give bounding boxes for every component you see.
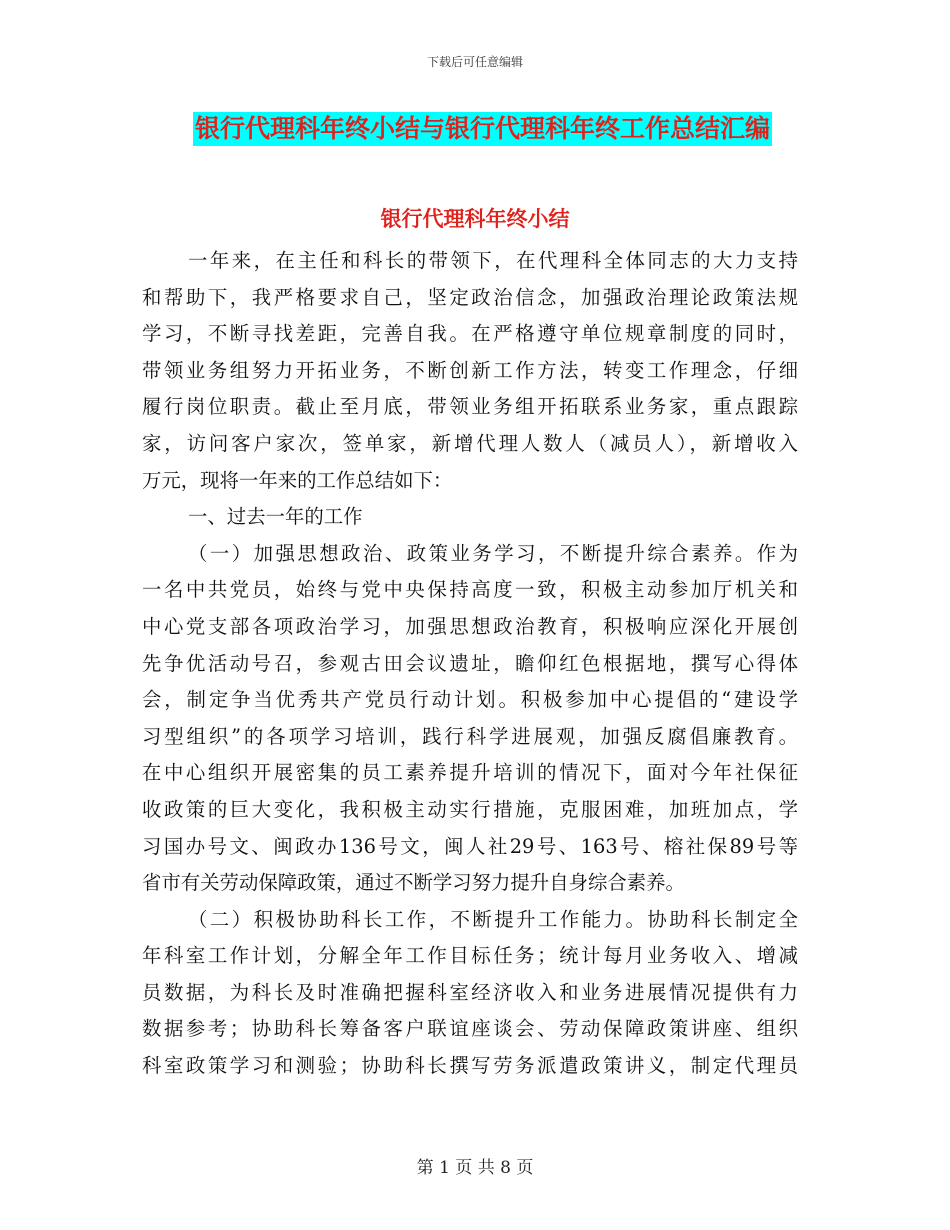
text-line: 一年来，在主任和科长的带领下，在代理科全体同志的大力支持 [188,249,798,272]
text-line: 年科室工作计划，分解全年工作目标任务；统计每月业务收入、增减 [142,944,798,968]
text-line: 收政策的巨大变化，我积极主动实行措施，克服困难，加班加点，学 [142,797,798,821]
text-line: 中心党支部各项政治学习，加强思想政治教育，积极响应深化开展创 [142,614,798,638]
text-line: （一）加强思想政治、政策业务学习，不断提升综合素养。作为 [188,541,798,565]
text-line: 带领业务组努力开拓业务，不断创新工作方法，转变工作理念，仔细 [142,358,798,382]
text-line: 科室政策学习和测验；协助科长撰写劳务派遣政策讲义，制定代理员 [142,1054,798,1078]
text-line: 一名中共党员，始终与党中央保持高度一致，积极主动参加厅机关和 [142,578,798,602]
text-line: 和帮助下，我严格要求自己，坚定政治信念，加强政治理论政策法规 [142,285,798,309]
body-text [142,243,798,1085]
page-footer: 第 1 页 共 8 页 [416,1158,534,1178]
text-line: 履行岗位职责。截止至月底，带领业务组开拓联系业务家，重点跟踪 [142,395,798,419]
text-line: 万元，现将一年来的工作总结如下： [142,468,453,492]
section-title: 银行代理科年终小结 [380,207,570,231]
text-line: 省市有关劳动保障政策，通过不断学习努力提升自身综合素养。 [142,871,685,895]
text-line: 数据参考；协助科长筹备客户联谊座谈会、劳动保障政策讲座、组织 [142,1017,798,1041]
text-line: 在中心组织开展密集的员工素养提升培训的情况下，面对今年社保征 [142,761,798,785]
text-line: （二）积极协助科长工作，不断提升工作能力。协助科长制定全 [188,907,798,931]
text-line: 习型组织”的各项学习培训，践行科学进展观，加强反腐倡廉教育。 [142,724,798,748]
text-line: 一、过去一年的工作 [188,505,363,529]
text-line: 先争优活动号召，参观古田会议遗址，瞻仰红色根据地，撰写心得体 [142,651,798,675]
text-line: 员数据，为科长及时准确把握科室经济收入和业务进展情况提供有力 [142,980,798,1004]
text-line: 习国办号文、闽政办136号文，闽人社29号、163号、榕社保89号等 [142,834,798,858]
text-line: 家，访问客户家次，签单家，新增代理人数人（减员人），新增收入 [142,431,798,455]
text-line: 会，制定争当优秀共产党员行动计划。积极参加中心提倡的“建设学 [142,688,798,712]
main-title: 银行代理科年终小结与银行代理科年终工作总结汇编 [193,112,772,146]
header-note: 下载后可任意编辑 [426,55,523,69]
text-line: 学习，不断寻找差距，完善自我。在严格遵守单位规章制度的同时， [142,322,798,346]
